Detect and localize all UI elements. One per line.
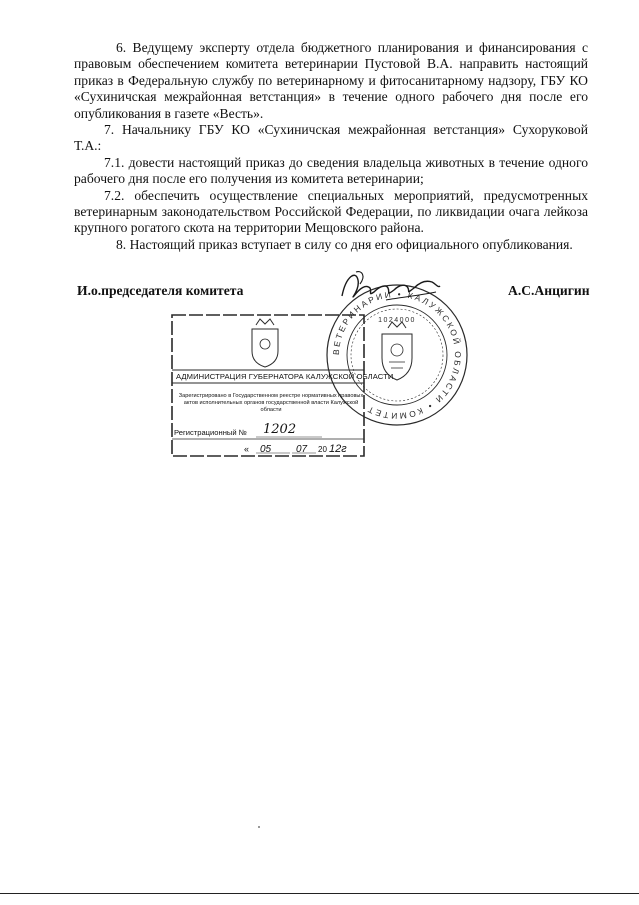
stamp-reg-number: 1202 — [263, 422, 297, 437]
page-bottom-edge — [0, 893, 639, 894]
registration-stamp — [170, 313, 394, 458]
stamp-date-year-suffix: 12г — [329, 443, 347, 455]
stamp-reg-label: Регистрационный № — [174, 428, 247, 437]
paragraph-7-2: 7.2. обеспечить осуществление специальных мероприятий, предусмотренных ветеринарным законодательством Российской Федерации, по ликвидации очага лейкоза крупного рогатого скота на территории Мещовского района. — [74, 187, 588, 236]
scan-speck — [258, 826, 260, 828]
seal-inner-text: 1024000 — [378, 317, 416, 324]
signatory-name: А.С.Анцигин — [508, 283, 590, 298]
paragraph-7: 7. Начальнику ГБУ КО «Сухиничская межрайонная ветстанция» Сухоруковой Т.А.: — [74, 122, 588, 154]
stamp-note: Зарегистрировано в Государственном реестре нормативных правовых актов исполнительных органов государственной власти Калужской области — [178, 393, 364, 414]
document-body — [74, 40, 588, 253]
paragraph-6: 6. Ведущему эксперту отдела бюджетного планирования и финансирования с правовым обеспечением комитета ветеринарии Пустовой В.А. направить настоящий приказ в Федеральную службу по ветеринарному и фитосанитарному надзору, ГБУ КО «Сухиничская межрайонная ветстанция» в течение одного рабочего дня после его опубликования в газете «Весть». — [74, 40, 588, 121]
signatory-position: И.о.председателя комитета — [77, 283, 244, 298]
handwritten-signature — [336, 266, 446, 308]
seal-ring-text: ВЕТЕРИНАРИИ • КАЛУЖСКОЙ ОБЛАСТИ • КОМИТЕТ — [330, 288, 464, 422]
stamp-title: АДМИНИСТРАЦИЯ ГУБЕРНАТОРА КАЛУЖСКОЙ ОБЛАСТИ — [176, 372, 394, 381]
stamp-date-month: 07 — [296, 444, 308, 455]
coat-of-arms-icon — [252, 319, 278, 367]
paragraph-8: 8. Настоящий приказ вступает в силу со дня его официального опубликования. — [116, 236, 573, 252]
stamp-date-year-prefix: 20 — [318, 445, 327, 454]
paragraph-7-1: 7.1. довести настоящий приказ до сведения владельца животных в течение одного рабочего дня после его получения из комитета ветеринарии; — [74, 154, 588, 187]
stamp-date-quote: « — [244, 444, 250, 454]
stamp-date-day: 05 — [260, 444, 272, 455]
